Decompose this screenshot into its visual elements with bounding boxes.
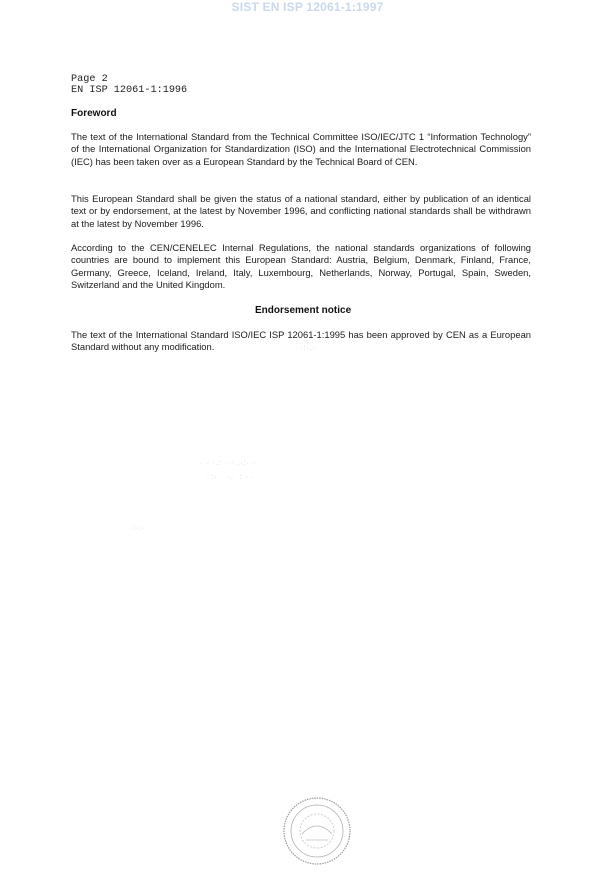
foreword-paragraph-2: This European Standard shall be given the status of a national standard, either by publication of an identical text or by endorsement, at the latest by November 1996, and conflicting national standards shall be withdrawn at the latest by November 1996.: [71, 193, 531, 229]
foreword-heading: Foreword: [71, 108, 117, 119]
page-header: [71, 74, 187, 96]
seal-stamp-icon: [282, 796, 352, 866]
foreword-paragraph-1: The text of the International Standard from the Technical Committee ISO/IEC/JTC 1 “Information Technology” of the International Organization for Standardization (ISO) and the International Electrotechnical Commission (IEC) has been taken over as a European Standard by the Technical Board of CEN.: [71, 131, 531, 167]
document-id: EN ISP 12061-1:1996: [71, 85, 188, 96]
scan-speck: · · ·.: · · .·:· ·: [200, 460, 257, 467]
page-number: Page 2: [71, 74, 108, 85]
scan-speck: · :· · ·.· : · ·: [205, 474, 255, 481]
scan-speck: ·:·:·: [130, 525, 146, 532]
scan-speck: ·:·.·: [300, 345, 316, 352]
endorsement-heading: Endorsement notice: [255, 305, 352, 316]
watermark-title: SIST EN ISP 12061-1:1997: [231, 0, 384, 14]
endorsement-paragraph: The text of the International Standard ISO/IEC ISP 12061-1:1995 has been approved by CEN as a European Standard without any modification.: [71, 329, 531, 353]
foreword-paragraph-3: According to the CEN/CENELEC Internal Regulations, the national standards organizations of following countries are bound to implement this European Standard: Austria, Belgium, Denmark, Finland, France, Germany, Greece, Iceland, Ireland, Italy, Luxembourg, Netherlands, Norway, Portugal, Spain, Sweden, Switzerland and the United Kingdom.: [71, 242, 531, 291]
